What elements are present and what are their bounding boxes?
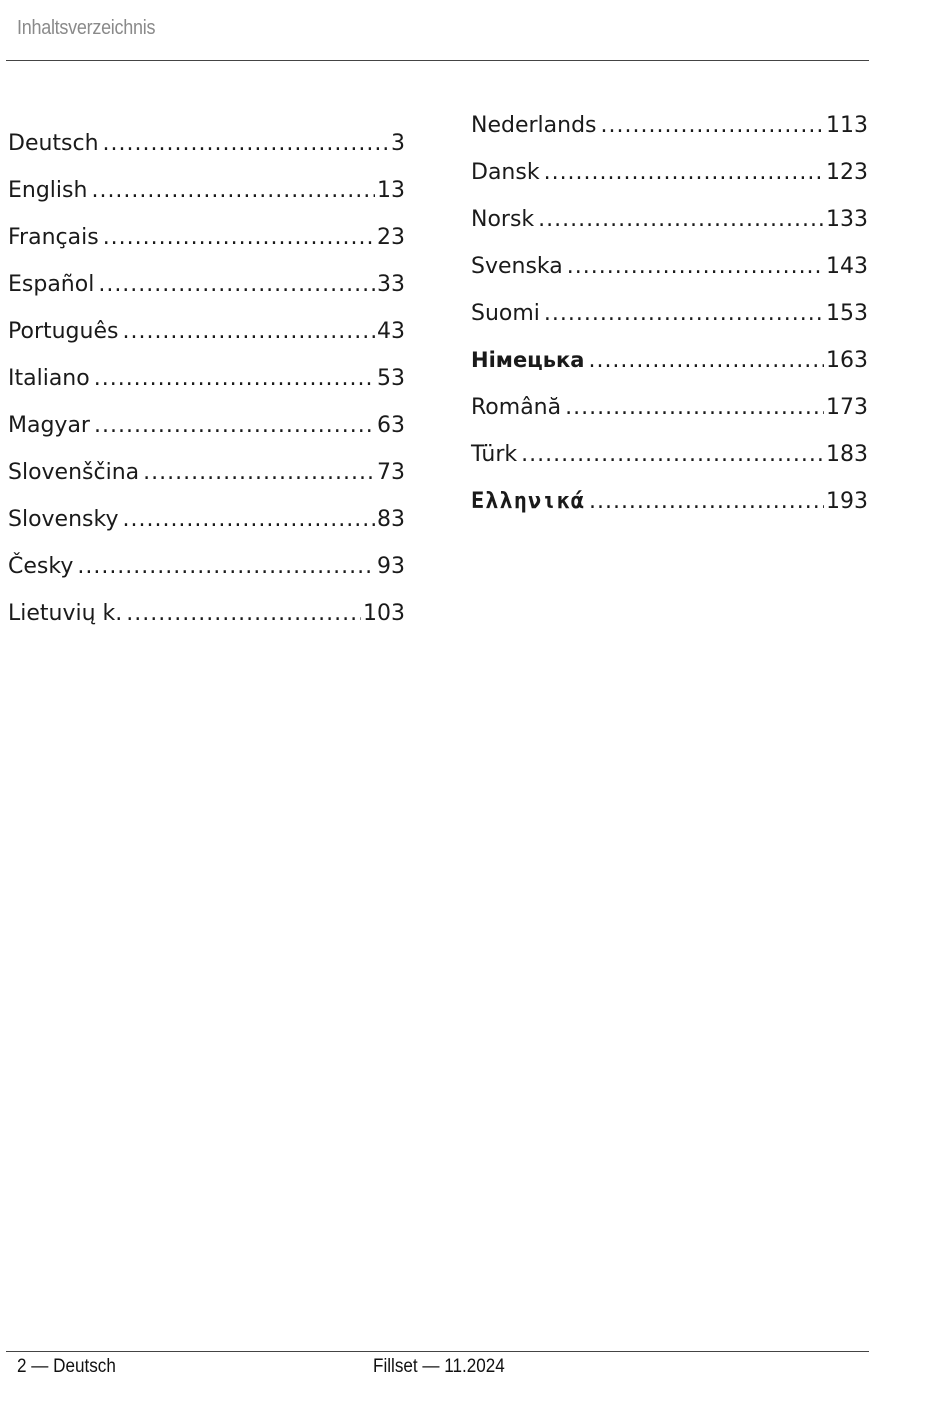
toc-entry-name: Dansk xyxy=(471,160,540,185)
toc-entry-page: 193 xyxy=(826,489,868,514)
toc-leader-dots xyxy=(77,543,375,590)
toc-entry-name: Česky xyxy=(8,554,74,579)
toc-entry-name: English xyxy=(8,178,88,203)
footer-page-label: 2 — Deutsch xyxy=(17,1356,116,1377)
toc-entry-page: 3 xyxy=(391,131,405,156)
toc-entry-page: 93 xyxy=(377,554,405,579)
footer-document-label: Fillset — 11.2024 xyxy=(373,1356,505,1377)
toc-leader-dots xyxy=(103,214,375,261)
toc-entry-page: 73 xyxy=(377,460,405,485)
toc-leader-dots xyxy=(94,402,375,449)
toc-entry-ukrainian[interactable] xyxy=(471,337,868,384)
toc-entry-greek[interactable] xyxy=(471,478,868,525)
toc-entry-lietuviu[interactable] xyxy=(8,590,405,637)
toc-entry-name: Español xyxy=(8,272,95,297)
footer-divider xyxy=(6,1351,869,1352)
toc-leader-dots xyxy=(588,337,824,384)
toc-leader-dots xyxy=(103,120,389,167)
toc-entry-name: Nederlands xyxy=(471,113,597,138)
toc-entry-page: 173 xyxy=(826,395,868,420)
toc-entry-name: Italiano xyxy=(8,366,90,391)
toc-entry-romana[interactable] xyxy=(471,384,868,431)
toc-entry-name: Română xyxy=(471,395,562,420)
toc-entry-svenska[interactable] xyxy=(471,243,868,290)
toc-entry-page: 183 xyxy=(826,442,868,467)
toc-entry-page: 63 xyxy=(377,413,405,438)
toc-entry-name: Français xyxy=(8,225,99,250)
toc-entry-page: 163 xyxy=(826,348,868,373)
toc-entry-page: 23 xyxy=(377,225,405,250)
toc-entry-dansk[interactable] xyxy=(471,149,868,196)
toc-entry-nederlands[interactable] xyxy=(471,102,868,149)
toc-entry-page: 133 xyxy=(826,207,868,232)
toc-entry-cesky[interactable] xyxy=(8,543,405,590)
toc-leader-dots xyxy=(565,384,824,431)
toc-entry-name: Slovensky xyxy=(8,507,119,532)
toc-leader-dots xyxy=(601,102,824,149)
toc-entry-deutsch[interactable] xyxy=(8,120,405,167)
toc-leader-dots xyxy=(91,167,375,214)
toc-leader-dots xyxy=(98,261,375,308)
toc-entry-name: Türk xyxy=(471,442,518,467)
toc-entry-name: Português xyxy=(8,319,119,344)
toc-entry-page: 33 xyxy=(377,272,405,297)
toc-leader-dots xyxy=(589,478,824,525)
toc-leader-dots xyxy=(544,290,824,337)
toc-entry-page: 83 xyxy=(377,507,405,532)
toc-entry-suomi[interactable] xyxy=(471,290,868,337)
toc-column-left xyxy=(8,120,405,637)
toc-entry-name: Svenska xyxy=(471,254,563,279)
toc-entry-name: Німецька xyxy=(471,348,585,372)
toc-leader-dots xyxy=(122,308,375,355)
toc-entry-name: Slovenščina xyxy=(8,460,140,485)
toc-entry-page: 13 xyxy=(377,178,405,203)
toc-entry-italiano[interactable] xyxy=(8,355,405,402)
toc-entry-english[interactable] xyxy=(8,167,405,214)
toc-column-right xyxy=(471,102,868,525)
toc-leader-dots xyxy=(122,496,375,543)
toc-entry-name: Deutsch xyxy=(8,131,99,156)
toc-leader-dots xyxy=(94,355,375,402)
toc-entry-page: 113 xyxy=(826,113,868,138)
toc-leader-dots xyxy=(538,196,824,243)
toc-entry-slovensky[interactable] xyxy=(8,496,405,543)
toc-entry-portugues[interactable] xyxy=(8,308,405,355)
toc-entry-name: Norsk xyxy=(471,207,535,232)
toc-leader-dots xyxy=(567,243,824,290)
toc-entry-name: Magyar xyxy=(8,413,90,438)
toc-entry-page: 123 xyxy=(826,160,868,185)
toc-entry-name: Ελληνικά xyxy=(471,489,585,514)
toc-entry-page: 153 xyxy=(826,301,868,326)
toc-entry-slovenscina[interactable] xyxy=(8,449,405,496)
toc-entry-name: Lietuvių k. xyxy=(8,601,123,626)
toc-entry-page: 43 xyxy=(377,319,405,344)
toc-entry-page: 53 xyxy=(377,366,405,391)
toc-entry-page: 143 xyxy=(826,254,868,279)
toc-entry-norsk[interactable] xyxy=(471,196,868,243)
toc-leader-dots xyxy=(521,431,824,478)
toc-leader-dots xyxy=(143,449,375,496)
toc-entry-page: 103 xyxy=(363,601,405,626)
toc-entry-magyar[interactable] xyxy=(8,402,405,449)
running-header-title: Inhaltsverzeichnis xyxy=(17,17,156,39)
toc-entry-espanol[interactable] xyxy=(8,261,405,308)
toc-leader-dots xyxy=(126,590,361,637)
toc-leader-dots xyxy=(544,149,824,196)
toc-entry-francais[interactable] xyxy=(8,214,405,261)
toc-entry-turk[interactable] xyxy=(471,431,868,478)
toc-entry-name: Suomi xyxy=(471,301,540,326)
header-divider xyxy=(6,60,869,61)
